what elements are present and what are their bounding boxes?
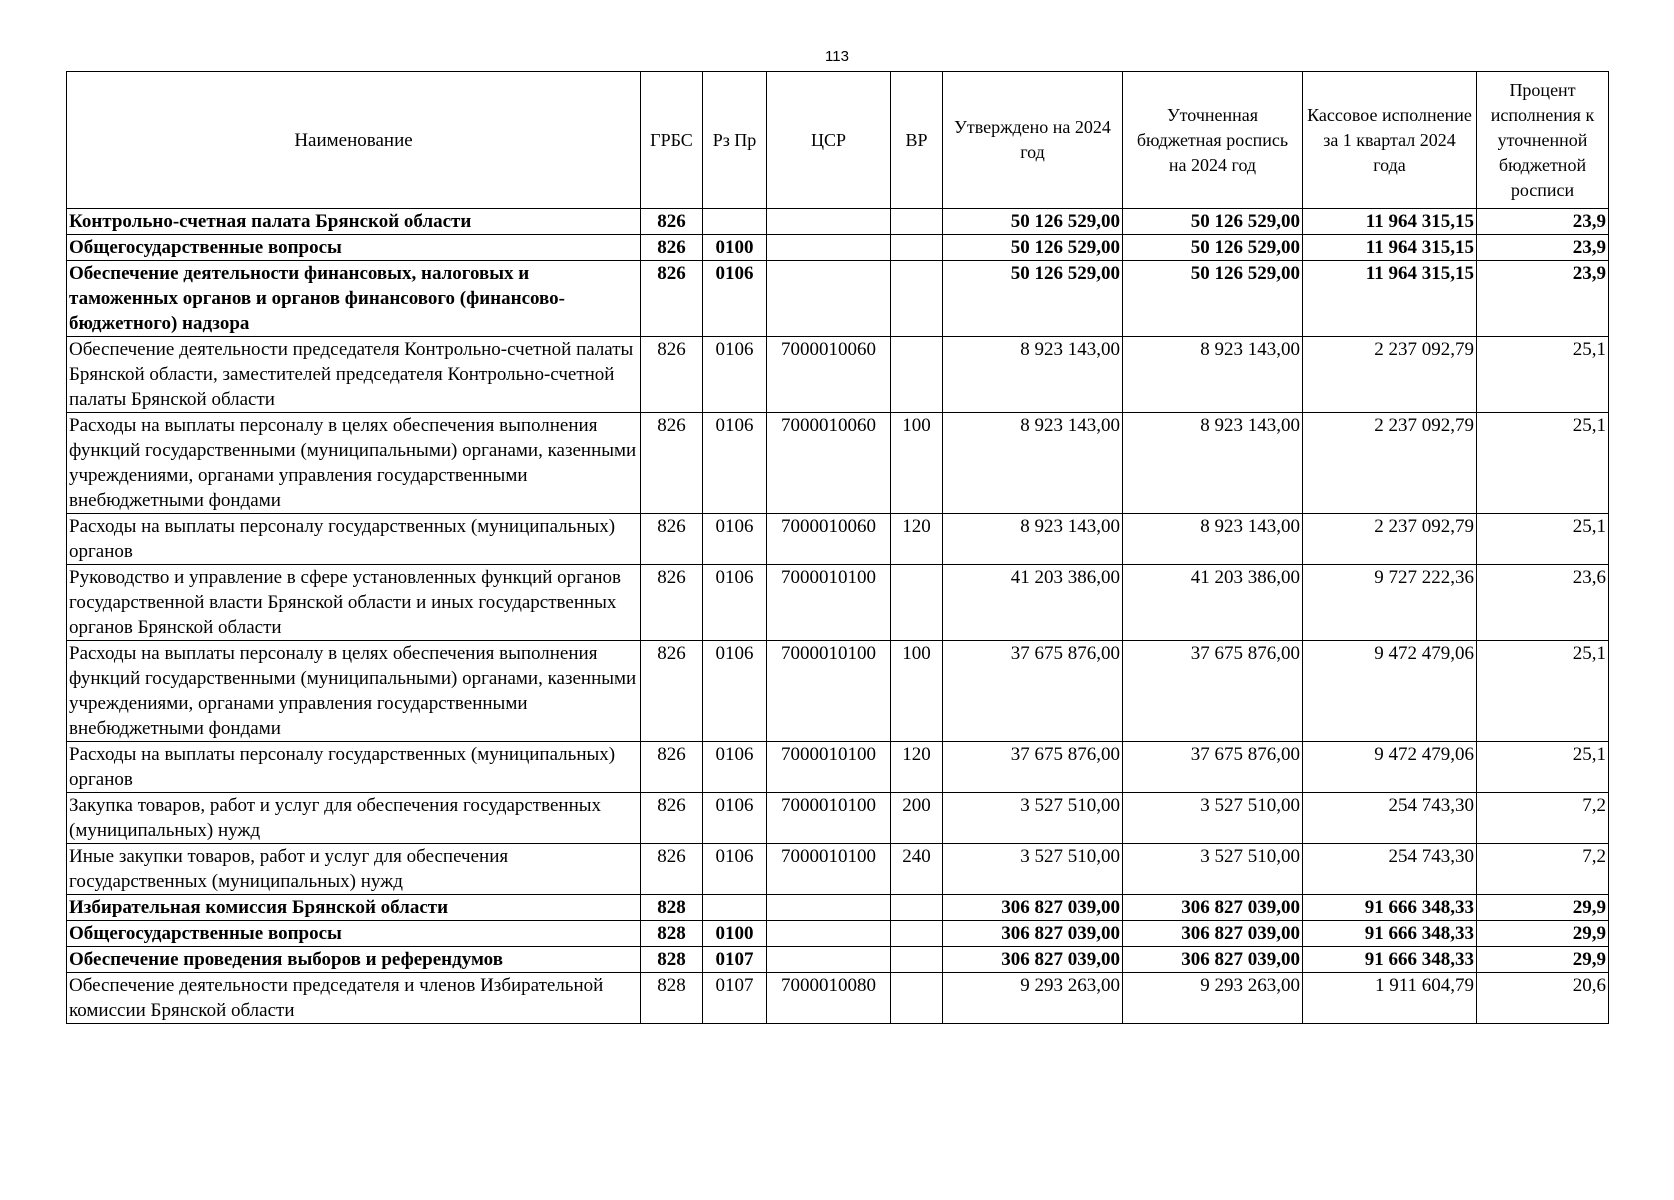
row-vr xyxy=(891,921,943,947)
row-approved: 9 293 263,00 xyxy=(943,973,1123,1024)
row-name: Обеспечение деятельности финансовых, налоговых и таможенных органов и органов финансового (финансово-бюджетного) надзора xyxy=(67,261,641,337)
row-grbs: 826 xyxy=(641,261,703,337)
row-csr xyxy=(767,209,891,235)
row-refined: 8 923 143,00 xyxy=(1123,514,1303,565)
row-rzpr: 0106 xyxy=(703,413,767,514)
page-number: 113 xyxy=(825,48,849,65)
row-refined: 306 827 039,00 xyxy=(1123,895,1303,921)
row-grbs: 828 xyxy=(641,973,703,1024)
row-refined: 8 923 143,00 xyxy=(1123,413,1303,514)
table-row xyxy=(67,337,1609,413)
row-cash: 91 666 348,33 xyxy=(1303,921,1477,947)
row-rzpr: 0106 xyxy=(703,337,767,413)
row-refined: 8 923 143,00 xyxy=(1123,337,1303,413)
table-row xyxy=(67,235,1609,261)
row-approved: 306 827 039,00 xyxy=(943,947,1123,973)
row-rzpr: 0106 xyxy=(703,641,767,742)
row-percent: 25,1 xyxy=(1477,413,1609,514)
row-percent: 29,9 xyxy=(1477,947,1609,973)
row-vr: 100 xyxy=(891,641,943,742)
table-row xyxy=(67,209,1609,235)
row-refined: 50 126 529,00 xyxy=(1123,209,1303,235)
row-approved: 306 827 039,00 xyxy=(943,895,1123,921)
row-rzpr: 0106 xyxy=(703,514,767,565)
row-cash: 9 472 479,06 xyxy=(1303,742,1477,793)
row-csr: 7000010100 xyxy=(767,565,891,641)
row-refined: 3 527 510,00 xyxy=(1123,844,1303,895)
row-name: Руководство и управление в сфере установленных функций органов государственной власти Брянской области и иных государственных органов Брянской области xyxy=(67,565,641,641)
header-rzpr: Рз Пр xyxy=(703,72,767,209)
row-csr xyxy=(767,235,891,261)
table-row xyxy=(67,261,1609,337)
row-grbs: 826 xyxy=(641,793,703,844)
row-refined: 3 527 510,00 xyxy=(1123,793,1303,844)
row-grbs: 826 xyxy=(641,413,703,514)
row-vr xyxy=(891,209,943,235)
row-approved: 50 126 529,00 xyxy=(943,209,1123,235)
row-vr: 240 xyxy=(891,844,943,895)
row-percent: 7,2 xyxy=(1477,844,1609,895)
row-rzpr: 0106 xyxy=(703,261,767,337)
row-cash: 11 964 315,15 xyxy=(1303,261,1477,337)
row-rzpr: 0100 xyxy=(703,235,767,261)
table-row xyxy=(67,641,1609,742)
row-csr: 7000010100 xyxy=(767,844,891,895)
table-row xyxy=(67,413,1609,514)
row-approved: 8 923 143,00 xyxy=(943,337,1123,413)
row-cash: 91 666 348,33 xyxy=(1303,895,1477,921)
row-grbs: 826 xyxy=(641,209,703,235)
row-refined: 50 126 529,00 xyxy=(1123,261,1303,337)
row-csr: 7000010060 xyxy=(767,413,891,514)
header-name: Наименование xyxy=(67,72,641,209)
row-csr: 7000010060 xyxy=(767,337,891,413)
row-name: Общегосударственные вопросы xyxy=(67,921,641,947)
row-vr xyxy=(891,235,943,261)
row-name: Закупка товаров, работ и услуг для обеспечения государственных (муниципальных) нужд xyxy=(67,793,641,844)
row-approved: 3 527 510,00 xyxy=(943,844,1123,895)
row-percent: 23,9 xyxy=(1477,261,1609,337)
row-approved: 50 126 529,00 xyxy=(943,235,1123,261)
row-cash: 91 666 348,33 xyxy=(1303,947,1477,973)
row-percent: 29,9 xyxy=(1477,921,1609,947)
row-rzpr: 0107 xyxy=(703,947,767,973)
row-vr xyxy=(891,895,943,921)
row-percent: 25,1 xyxy=(1477,641,1609,742)
row-grbs: 826 xyxy=(641,641,703,742)
table-row xyxy=(67,844,1609,895)
row-csr: 7000010080 xyxy=(767,973,891,1024)
row-vr: 200 xyxy=(891,793,943,844)
row-csr: 7000010100 xyxy=(767,641,891,742)
row-csr xyxy=(767,895,891,921)
header-row xyxy=(67,72,1609,209)
table-row xyxy=(67,565,1609,641)
table-row xyxy=(67,973,1609,1024)
row-grbs: 826 xyxy=(641,514,703,565)
header-csr: ЦСР xyxy=(767,72,891,209)
row-name: Расходы на выплаты персоналу государственных (муниципальных) органов xyxy=(67,742,641,793)
row-percent: 7,2 xyxy=(1477,793,1609,844)
row-vr xyxy=(891,337,943,413)
row-percent: 23,9 xyxy=(1477,235,1609,261)
row-cash: 11 964 315,15 xyxy=(1303,209,1477,235)
row-approved: 37 675 876,00 xyxy=(943,742,1123,793)
table-row xyxy=(67,921,1609,947)
header-approved: Утверждено на 2024 год xyxy=(943,72,1123,209)
header-refined: Уточненная бюджетная роспись на 2024 год xyxy=(1123,72,1303,209)
row-approved: 8 923 143,00 xyxy=(943,413,1123,514)
row-cash: 11 964 315,15 xyxy=(1303,235,1477,261)
row-refined: 306 827 039,00 xyxy=(1123,947,1303,973)
row-grbs: 826 xyxy=(641,337,703,413)
row-grbs: 826 xyxy=(641,235,703,261)
row-refined: 306 827 039,00 xyxy=(1123,921,1303,947)
table-row xyxy=(67,947,1609,973)
header-grbs: ГРБС xyxy=(641,72,703,209)
row-percent: 20,6 xyxy=(1477,973,1609,1024)
row-rzpr: 0107 xyxy=(703,973,767,1024)
row-rzpr xyxy=(703,209,767,235)
row-vr xyxy=(891,565,943,641)
row-percent: 25,1 xyxy=(1477,337,1609,413)
row-grbs: 828 xyxy=(641,921,703,947)
row-percent: 23,9 xyxy=(1477,209,1609,235)
row-approved: 37 675 876,00 xyxy=(943,641,1123,742)
row-name: Расходы на выплаты персоналу государственных (муниципальных) органов xyxy=(67,514,641,565)
row-csr xyxy=(767,947,891,973)
row-cash: 9 472 479,06 xyxy=(1303,641,1477,742)
row-name: Обеспечение деятельности председателя Контрольно-счетной палаты Брянской области, заместителей председателя Контрольно-счетной палаты Брянской области xyxy=(67,337,641,413)
row-cash: 2 237 092,79 xyxy=(1303,413,1477,514)
header-vr: ВР xyxy=(891,72,943,209)
row-cash: 2 237 092,79 xyxy=(1303,337,1477,413)
row-csr xyxy=(767,261,891,337)
row-cash: 254 743,30 xyxy=(1303,844,1477,895)
row-name: Расходы на выплаты персоналу в целях обеспечения выполнения функций государственными (муниципальными) органами, казенными учреждениями, органами управления государственными внебюджетными фондами xyxy=(67,413,641,514)
row-vr: 120 xyxy=(891,742,943,793)
row-refined: 37 675 876,00 xyxy=(1123,742,1303,793)
row-percent: 25,1 xyxy=(1477,514,1609,565)
row-vr xyxy=(891,261,943,337)
row-refined: 37 675 876,00 xyxy=(1123,641,1303,742)
row-refined: 50 126 529,00 xyxy=(1123,235,1303,261)
row-vr: 100 xyxy=(891,413,943,514)
row-rzpr: 0106 xyxy=(703,565,767,641)
row-grbs: 828 xyxy=(641,947,703,973)
row-rzpr: 0106 xyxy=(703,742,767,793)
header-percent: Процент исполнения к уточненной бюджетной росписи xyxy=(1477,72,1609,209)
row-csr: 7000010060 xyxy=(767,514,891,565)
row-refined: 9 293 263,00 xyxy=(1123,973,1303,1024)
row-csr xyxy=(767,921,891,947)
row-approved: 41 203 386,00 xyxy=(943,565,1123,641)
header-cash: Кассовое исполнение за 1 квартал 2024 года xyxy=(1303,72,1477,209)
table-row xyxy=(67,742,1609,793)
row-rzpr: 0100 xyxy=(703,921,767,947)
table-row xyxy=(67,895,1609,921)
row-approved: 8 923 143,00 xyxy=(943,514,1123,565)
row-cash: 254 743,30 xyxy=(1303,793,1477,844)
row-rzpr: 0106 xyxy=(703,844,767,895)
row-grbs: 826 xyxy=(641,565,703,641)
row-grbs: 826 xyxy=(641,742,703,793)
budget-table xyxy=(66,71,1609,1024)
row-cash: 2 237 092,79 xyxy=(1303,514,1477,565)
row-csr: 7000010100 xyxy=(767,742,891,793)
row-approved: 306 827 039,00 xyxy=(943,921,1123,947)
row-approved: 3 527 510,00 xyxy=(943,793,1123,844)
row-name: Контрольно-счетная палата Брянской области xyxy=(67,209,641,235)
row-cash: 1 911 604,79 xyxy=(1303,973,1477,1024)
row-percent: 23,6 xyxy=(1477,565,1609,641)
row-name: Обеспечение деятельности председателя и членов Избирательной комиссии Брянской области xyxy=(67,973,641,1024)
row-approved: 50 126 529,00 xyxy=(943,261,1123,337)
row-vr xyxy=(891,947,943,973)
row-name: Обеспечение проведения выборов и референдумов xyxy=(67,947,641,973)
row-csr: 7000010100 xyxy=(767,793,891,844)
row-grbs: 828 xyxy=(641,895,703,921)
row-name: Иные закупки товаров, работ и услуг для обеспечения государственных (муниципальных) нужд xyxy=(67,844,641,895)
table-row xyxy=(67,514,1609,565)
row-name: Расходы на выплаты персоналу в целях обеспечения выполнения функций государственными (муниципальными) органами, казенными учреждениями, органами управления государственными внебюджетными фондами xyxy=(67,641,641,742)
row-cash: 9 727 222,36 xyxy=(1303,565,1477,641)
row-rzpr xyxy=(703,895,767,921)
row-vr: 120 xyxy=(891,514,943,565)
row-percent: 29,9 xyxy=(1477,895,1609,921)
table-row xyxy=(67,793,1609,844)
row-refined: 41 203 386,00 xyxy=(1123,565,1303,641)
row-percent: 25,1 xyxy=(1477,742,1609,793)
row-grbs: 826 xyxy=(641,844,703,895)
row-name: Избирательная комиссия Брянской области xyxy=(67,895,641,921)
row-vr xyxy=(891,973,943,1024)
row-name: Общегосударственные вопросы xyxy=(67,235,641,261)
row-rzpr: 0106 xyxy=(703,793,767,844)
